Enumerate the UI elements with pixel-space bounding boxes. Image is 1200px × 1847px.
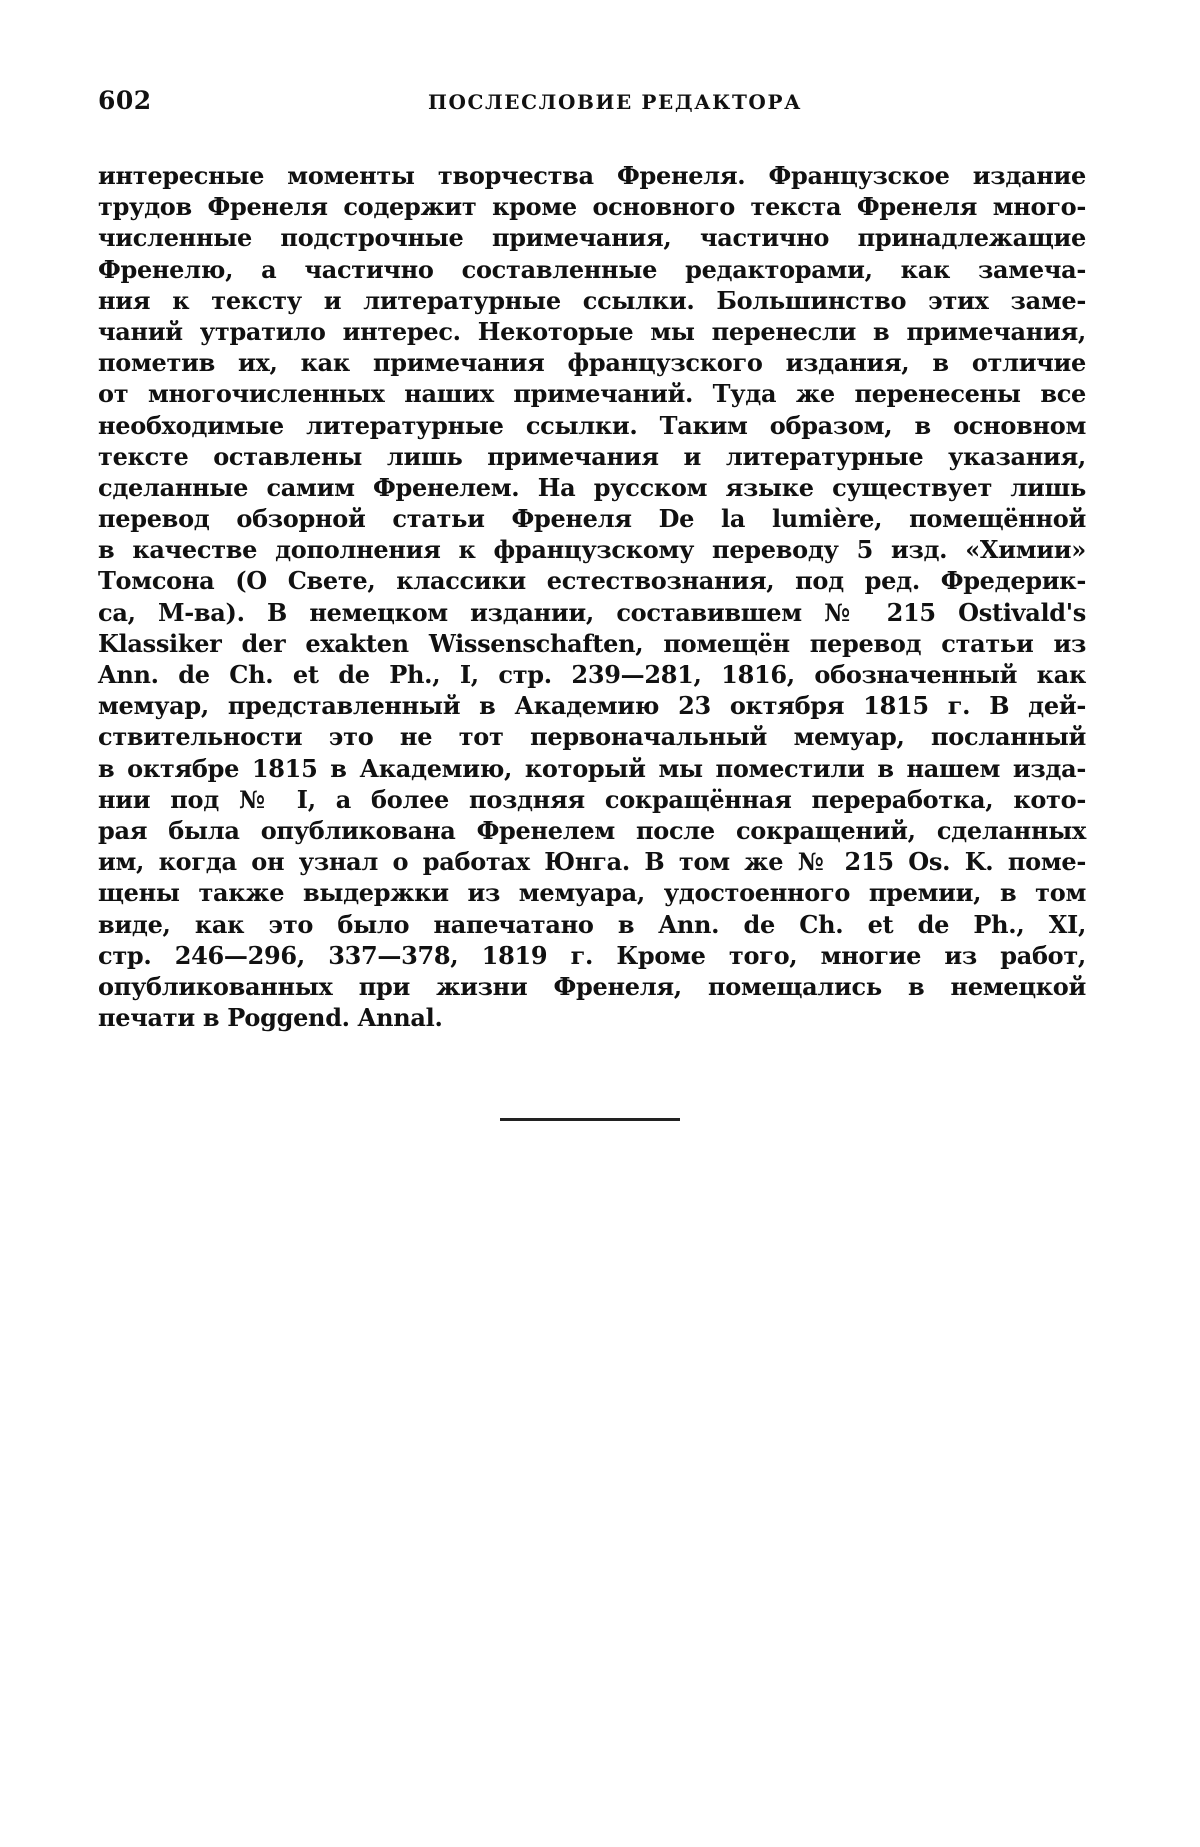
text-line: в качестве дополнения к французскому переводу 5 изд. «Химии» bbox=[98, 535, 1086, 565]
text-line: им, когда он узнал о работах Юнга. В том же № 215 Os. K. поме- bbox=[98, 847, 1086, 877]
text-line: в октябре 1815 в Академию, который мы поместили в нашем изда- bbox=[98, 753, 1086, 783]
page-number: 602 bbox=[98, 86, 152, 115]
end-rule bbox=[500, 1118, 680, 1121]
running-head: ПОСЛЕСЛОВИЕ РЕДАКТОРА bbox=[428, 90, 802, 114]
text-line: интересные моменты творчества Френеля. Французское издание bbox=[98, 161, 1086, 190]
text-line: опубликованных при жизни Френеля, помещались в немецкой bbox=[98, 971, 1086, 1001]
text-line: тексте оставлены лишь примечания и литературные указания, bbox=[98, 441, 1086, 471]
text-line: пометив их, как примечания французского издания, в отличие bbox=[98, 348, 1086, 378]
text-line: виде, как это было напечатано в Ann. de Ch. et de Ph., XI, bbox=[98, 909, 1086, 939]
text-line: Томсона (О Свете, классики естествознания, под ред. Фредерик- bbox=[98, 566, 1086, 596]
text-line: рая была опубликована Френелем после сокращений, сделанных bbox=[98, 815, 1086, 845]
text-line: ствительности это не тот первоначальный мемуар, посланный bbox=[98, 722, 1086, 752]
text-line: Klassiker der exakten Wissenschaften, помещён перевод статьи из bbox=[98, 628, 1086, 658]
text-line: перевод обзорной статьи Френеля De la lumière, помещённой bbox=[98, 504, 1086, 534]
text-line: трудов Френеля содержит кроме основного текста Френеля много- bbox=[98, 192, 1086, 222]
text-line: стр. 246—296, 337—378, 1819 г. Кроме того, многие из работ, bbox=[98, 940, 1086, 970]
body-paragraph bbox=[98, 160, 1086, 1033]
text-line: необходимые литературные ссылки. Таким образом, в основном bbox=[98, 410, 1086, 440]
text-line: нии под № I, а более поздняя сокращённая переработка, кото- bbox=[98, 784, 1086, 814]
page-header bbox=[98, 86, 1098, 126]
text-line: Френелю, а частично составленные редакторами, как замеча- bbox=[98, 254, 1086, 284]
text-line: ния к тексту и литературные ссылки. Большинство этих заме- bbox=[98, 285, 1086, 315]
text-line: от многочисленных наших примечаний. Туда же перенесены все bbox=[98, 379, 1086, 409]
text-line: печати в Poggend. Annal. bbox=[98, 1003, 443, 1033]
text-line: Ann. de Ch. et de Ph., I, стр. 239—281, 1816, обозначенный как bbox=[98, 660, 1086, 689]
text-line: мемуар, представленный в Академию 23 октября 1815 г. В дей- bbox=[98, 691, 1086, 721]
text-line: численные подстрочные примечания, частично принадлежащие bbox=[98, 223, 1086, 253]
text-line: щены также выдержки из мемуара, удостоенного премии, в том bbox=[98, 878, 1086, 908]
text-line: сделанные самим Френелем. На русском языке существует лишь bbox=[98, 472, 1086, 502]
text-line: чаний утратило интерес. Некоторые мы перенесли в примечания, bbox=[98, 316, 1086, 346]
text-line: са, М-ва). В немецком издании, составившем № 215 Ostivald's bbox=[98, 597, 1086, 627]
